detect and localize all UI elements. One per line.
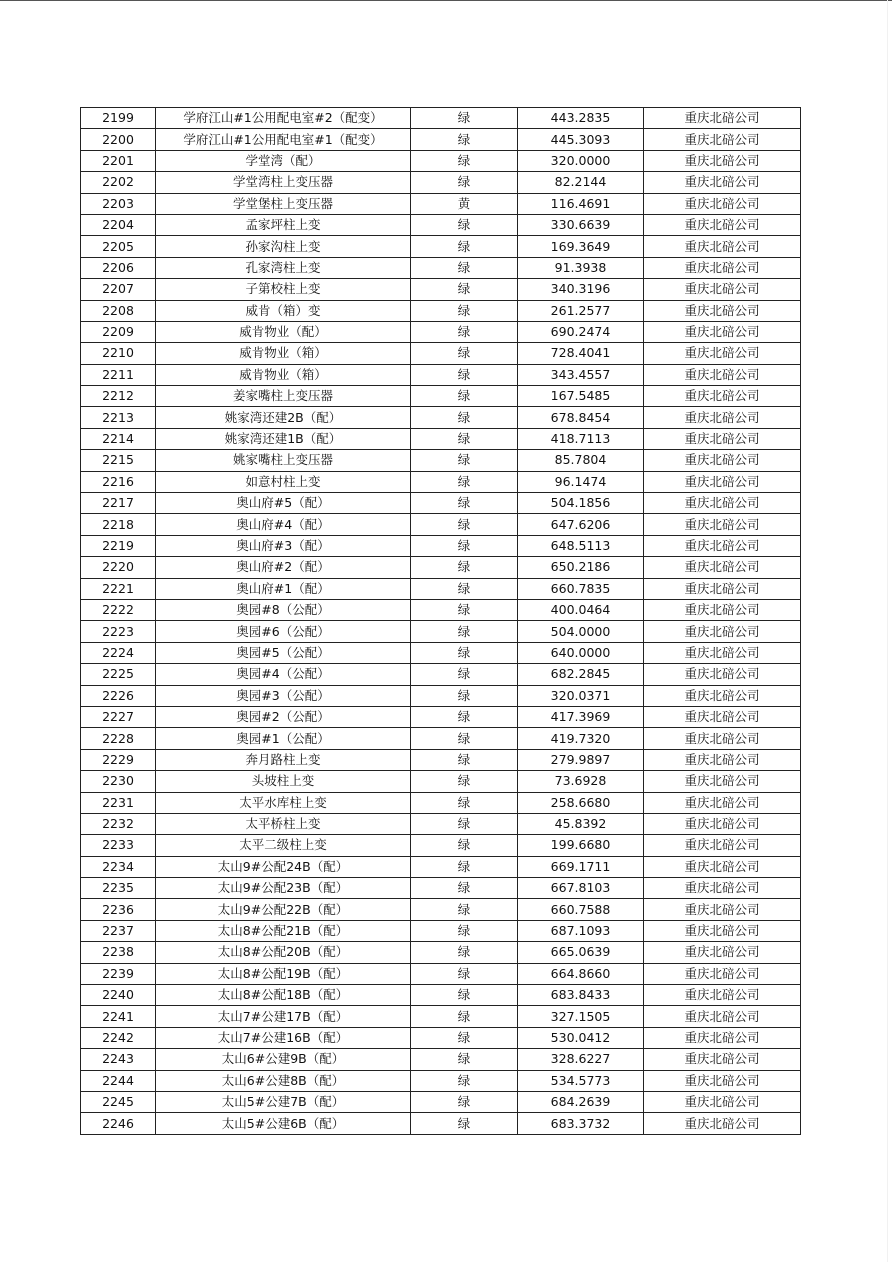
table-row (81, 664, 801, 685)
value-cell: 85.7804 (518, 450, 644, 471)
table-row (81, 514, 801, 535)
status-cell: 绿 (411, 856, 518, 877)
status-cell: 绿 (411, 813, 518, 834)
company-cell: 重庆北碚公司 (644, 236, 801, 257)
company-cell: 重庆北碚公司 (644, 749, 801, 770)
company-cell: 重庆北碚公司 (644, 963, 801, 984)
table-row (81, 621, 801, 642)
page-right-edge (887, 0, 888, 1262)
table-row (81, 493, 801, 514)
value-cell: 82.2144 (518, 172, 644, 193)
table-row (81, 535, 801, 556)
value-cell: 687.1093 (518, 920, 644, 941)
value-cell: 199.6680 (518, 835, 644, 856)
value-cell: 343.4557 (518, 364, 644, 385)
page-top-rule (0, 0, 892, 1)
row-id-cell: 2230 (81, 771, 156, 792)
table-row (81, 1070, 801, 1091)
value-cell: 684.2639 (518, 1091, 644, 1112)
company-cell: 重庆北碚公司 (644, 557, 801, 578)
value-cell: 667.8103 (518, 878, 644, 899)
table-row (81, 963, 801, 984)
value-cell: 258.6680 (518, 792, 644, 813)
status-cell: 绿 (411, 771, 518, 792)
table-row (81, 1006, 801, 1027)
company-cell: 重庆北碚公司 (644, 942, 801, 963)
status-cell: 绿 (411, 279, 518, 300)
table-row (81, 172, 801, 193)
device-name-cell: 奥山府#2（配） (156, 557, 411, 578)
company-cell: 重庆北碚公司 (644, 1006, 801, 1027)
status-cell: 绿 (411, 428, 518, 449)
row-id-cell: 2208 (81, 300, 156, 321)
device-name-cell: 奥园#5（公配） (156, 642, 411, 663)
status-cell: 绿 (411, 407, 518, 428)
status-cell: 绿 (411, 493, 518, 514)
device-name-cell: 奥山府#1（配） (156, 578, 411, 599)
table-row (81, 642, 801, 663)
value-cell: 320.0371 (518, 685, 644, 706)
company-cell: 重庆北碚公司 (644, 835, 801, 856)
row-id-cell: 2229 (81, 749, 156, 770)
device-name-cell: 奥园#1（公配） (156, 728, 411, 749)
table-row (81, 599, 801, 620)
device-name-cell: 子第校柱上变 (156, 279, 411, 300)
table-row (81, 407, 801, 428)
table-row (81, 1113, 801, 1134)
table-row (81, 835, 801, 856)
status-cell: 绿 (411, 172, 518, 193)
device-name-cell: 太山9#公配23B（配） (156, 878, 411, 899)
table-row (81, 129, 801, 150)
row-id-cell: 2235 (81, 878, 156, 899)
status-cell: 绿 (411, 749, 518, 770)
value-cell: 669.1711 (518, 856, 644, 877)
value-cell: 690.2474 (518, 321, 644, 342)
company-cell: 重庆北碚公司 (644, 599, 801, 620)
device-name-cell: 孟家坪柱上变 (156, 214, 411, 235)
status-cell: 绿 (411, 664, 518, 685)
table-row (81, 685, 801, 706)
row-id-cell: 2233 (81, 835, 156, 856)
company-cell: 重庆北碚公司 (644, 257, 801, 278)
table-row (81, 236, 801, 257)
company-cell: 重庆北碚公司 (644, 920, 801, 941)
row-id-cell: 2238 (81, 942, 156, 963)
status-cell: 绿 (411, 257, 518, 278)
device-name-cell: 如意村柱上变 (156, 471, 411, 492)
device-name-cell: 孙家沟柱上变 (156, 236, 411, 257)
device-name-cell: 太山6#公建9B（配） (156, 1049, 411, 1070)
company-cell: 重庆北碚公司 (644, 343, 801, 364)
device-name-cell: 姚家嘴柱上变压器 (156, 450, 411, 471)
device-name-cell: 太平水库柱上变 (156, 792, 411, 813)
status-cell: 绿 (411, 1006, 518, 1027)
device-name-cell: 太山9#公配22B（配） (156, 899, 411, 920)
table-row (81, 321, 801, 342)
row-id-cell: 2220 (81, 557, 156, 578)
value-cell: 530.0412 (518, 1027, 644, 1048)
row-id-cell: 2200 (81, 129, 156, 150)
value-cell: 648.5113 (518, 535, 644, 556)
table-row (81, 706, 801, 727)
company-cell: 重庆北碚公司 (644, 1113, 801, 1134)
transformer-table (80, 107, 801, 1135)
company-cell: 重庆北碚公司 (644, 899, 801, 920)
status-cell: 黄 (411, 193, 518, 214)
value-cell: 96.1474 (518, 471, 644, 492)
table-row (81, 878, 801, 899)
status-cell: 绿 (411, 450, 518, 471)
device-name-cell: 奥园#2（公配） (156, 706, 411, 727)
value-cell: 91.3938 (518, 257, 644, 278)
status-cell: 绿 (411, 963, 518, 984)
company-cell: 重庆北碚公司 (644, 771, 801, 792)
row-id-cell: 2219 (81, 535, 156, 556)
row-id-cell: 2224 (81, 642, 156, 663)
company-cell: 重庆北碚公司 (644, 214, 801, 235)
value-cell: 340.3196 (518, 279, 644, 300)
company-cell: 重庆北碚公司 (644, 129, 801, 150)
value-cell: 664.8660 (518, 963, 644, 984)
device-name-cell: 奥山府#3（配） (156, 535, 411, 556)
company-cell: 重庆北碚公司 (644, 364, 801, 385)
company-cell: 重庆北碚公司 (644, 621, 801, 642)
table-row (81, 813, 801, 834)
row-id-cell: 2226 (81, 685, 156, 706)
device-name-cell: 学堂湾柱上变压器 (156, 172, 411, 193)
value-cell: 445.3093 (518, 129, 644, 150)
company-cell: 重庆北碚公司 (644, 321, 801, 342)
table-row (81, 450, 801, 471)
value-cell: 728.4041 (518, 343, 644, 364)
table-row (81, 792, 801, 813)
table-row (81, 899, 801, 920)
company-cell: 重庆北碚公司 (644, 193, 801, 214)
device-name-cell: 学堂堡柱上变压器 (156, 193, 411, 214)
row-id-cell: 2216 (81, 471, 156, 492)
company-cell: 重庆北碚公司 (644, 300, 801, 321)
table-row (81, 942, 801, 963)
table-row (81, 386, 801, 407)
device-name-cell: 姚家湾还建1B（配） (156, 428, 411, 449)
row-id-cell: 2209 (81, 321, 156, 342)
device-name-cell: 太平桥柱上变 (156, 813, 411, 834)
row-id-cell: 2206 (81, 257, 156, 278)
table-row (81, 364, 801, 385)
value-cell: 665.0639 (518, 942, 644, 963)
row-id-cell: 2227 (81, 706, 156, 727)
status-cell: 绿 (411, 1091, 518, 1112)
device-name-cell: 学府江山#1公用配电室#2（配变） (156, 108, 411, 129)
status-cell: 绿 (411, 1049, 518, 1070)
value-cell: 45.8392 (518, 813, 644, 834)
value-cell: 660.7588 (518, 899, 644, 920)
value-cell: 683.3732 (518, 1113, 644, 1134)
value-cell: 169.3649 (518, 236, 644, 257)
value-cell: 650.2186 (518, 557, 644, 578)
company-cell: 重庆北碚公司 (644, 450, 801, 471)
row-id-cell: 2243 (81, 1049, 156, 1070)
status-cell: 绿 (411, 899, 518, 920)
value-cell: 678.8454 (518, 407, 644, 428)
device-name-cell: 太山6#公建8B（配） (156, 1070, 411, 1091)
row-id-cell: 2210 (81, 343, 156, 364)
table-row (81, 728, 801, 749)
row-id-cell: 2240 (81, 985, 156, 1006)
status-cell: 绿 (411, 343, 518, 364)
company-cell: 重庆北碚公司 (644, 1070, 801, 1091)
table-row (81, 856, 801, 877)
row-id-cell: 2228 (81, 728, 156, 749)
table-row (81, 1049, 801, 1070)
device-name-cell: 姜家嘴柱上变压器 (156, 386, 411, 407)
row-id-cell: 2241 (81, 1006, 156, 1027)
company-cell: 重庆北碚公司 (644, 878, 801, 899)
value-cell: 330.6639 (518, 214, 644, 235)
status-cell: 绿 (411, 728, 518, 749)
status-cell: 绿 (411, 621, 518, 642)
status-cell: 绿 (411, 557, 518, 578)
device-name-cell: 太山8#公配20B（配） (156, 942, 411, 963)
company-cell: 重庆北碚公司 (644, 642, 801, 663)
row-id-cell: 2245 (81, 1091, 156, 1112)
status-cell: 绿 (411, 1027, 518, 1048)
row-id-cell: 2244 (81, 1070, 156, 1091)
company-cell: 重庆北碚公司 (644, 706, 801, 727)
value-cell: 73.6928 (518, 771, 644, 792)
company-cell: 重庆北碚公司 (644, 493, 801, 514)
value-cell: 504.1856 (518, 493, 644, 514)
table-row (81, 343, 801, 364)
device-name-cell: 奥园#4（公配） (156, 664, 411, 685)
device-name-cell: 奔月路柱上变 (156, 749, 411, 770)
status-cell: 绿 (411, 514, 518, 535)
company-cell: 重庆北碚公司 (644, 407, 801, 428)
company-cell: 重庆北碚公司 (644, 985, 801, 1006)
device-name-cell: 孔家湾柱上变 (156, 257, 411, 278)
table-row (81, 471, 801, 492)
value-cell: 279.9897 (518, 749, 644, 770)
table-row (81, 1091, 801, 1112)
row-id-cell: 2213 (81, 407, 156, 428)
row-id-cell: 2225 (81, 664, 156, 685)
device-name-cell: 威肯（箱）变 (156, 300, 411, 321)
company-cell: 重庆北碚公司 (644, 664, 801, 685)
value-cell: 504.0000 (518, 621, 644, 642)
table-row (81, 279, 801, 300)
company-cell: 重庆北碚公司 (644, 150, 801, 171)
device-name-cell: 头坡柱上变 (156, 771, 411, 792)
value-cell: 534.5773 (518, 1070, 644, 1091)
row-id-cell: 2218 (81, 514, 156, 535)
status-cell: 绿 (411, 1113, 518, 1134)
table-row (81, 257, 801, 278)
row-id-cell: 2214 (81, 428, 156, 449)
status-cell: 绿 (411, 835, 518, 856)
company-cell: 重庆北碚公司 (644, 1027, 801, 1048)
device-name-cell: 太山5#公建6B（配） (156, 1113, 411, 1134)
row-id-cell: 2237 (81, 920, 156, 941)
table-row (81, 557, 801, 578)
value-cell: 660.7835 (518, 578, 644, 599)
row-id-cell: 2207 (81, 279, 156, 300)
table-row (81, 1027, 801, 1048)
row-id-cell: 2212 (81, 386, 156, 407)
device-name-cell: 太山5#公建7B（配） (156, 1091, 411, 1112)
status-cell: 绿 (411, 129, 518, 150)
status-cell: 绿 (411, 214, 518, 235)
device-name-cell: 威肯物业（箱） (156, 364, 411, 385)
table-row (81, 193, 801, 214)
status-cell: 绿 (411, 985, 518, 1006)
status-cell: 绿 (411, 364, 518, 385)
company-cell: 重庆北碚公司 (644, 578, 801, 599)
value-cell: 116.4691 (518, 193, 644, 214)
row-id-cell: 2215 (81, 450, 156, 471)
table-row (81, 108, 801, 129)
device-name-cell: 学堂湾（配） (156, 150, 411, 171)
row-id-cell: 2232 (81, 813, 156, 834)
status-cell: 绿 (411, 685, 518, 706)
company-cell: 重庆北碚公司 (644, 685, 801, 706)
status-cell: 绿 (411, 878, 518, 899)
row-id-cell: 2222 (81, 599, 156, 620)
value-cell: 682.2845 (518, 664, 644, 685)
table-row (81, 920, 801, 941)
table-row (81, 428, 801, 449)
status-cell: 绿 (411, 1070, 518, 1091)
status-cell: 绿 (411, 578, 518, 599)
device-name-cell: 太山7#公建17B（配） (156, 1006, 411, 1027)
value-cell: 328.6227 (518, 1049, 644, 1070)
company-cell: 重庆北碚公司 (644, 792, 801, 813)
row-id-cell: 2236 (81, 899, 156, 920)
status-cell: 绿 (411, 108, 518, 129)
row-id-cell: 2246 (81, 1113, 156, 1134)
row-id-cell: 2211 (81, 364, 156, 385)
value-cell: 417.3969 (518, 706, 644, 727)
row-id-cell: 2205 (81, 236, 156, 257)
company-cell: 重庆北碚公司 (644, 856, 801, 877)
device-name-cell: 太山8#公配18B（配） (156, 985, 411, 1006)
row-id-cell: 2223 (81, 621, 156, 642)
status-cell: 绿 (411, 535, 518, 556)
value-cell: 443.2835 (518, 108, 644, 129)
device-name-cell: 奥园#3（公配） (156, 685, 411, 706)
row-id-cell: 2203 (81, 193, 156, 214)
company-cell: 重庆北碚公司 (644, 535, 801, 556)
device-name-cell: 威肯物业（配） (156, 321, 411, 342)
status-cell: 绿 (411, 236, 518, 257)
device-name-cell: 威肯物业（箱） (156, 343, 411, 364)
value-cell: 647.6206 (518, 514, 644, 535)
company-cell: 重庆北碚公司 (644, 172, 801, 193)
value-cell: 327.1505 (518, 1006, 644, 1027)
row-id-cell: 2242 (81, 1027, 156, 1048)
device-name-cell: 奥山府#4（配） (156, 514, 411, 535)
value-cell: 261.2577 (518, 300, 644, 321)
value-cell: 418.7113 (518, 428, 644, 449)
company-cell: 重庆北碚公司 (644, 813, 801, 834)
company-cell: 重庆北碚公司 (644, 514, 801, 535)
status-cell: 绿 (411, 386, 518, 407)
table-body (81, 108, 801, 1135)
row-id-cell: 2202 (81, 172, 156, 193)
device-name-cell: 太山8#公配21B（配） (156, 920, 411, 941)
status-cell: 绿 (411, 706, 518, 727)
status-cell: 绿 (411, 920, 518, 941)
device-name-cell: 太山8#公配19B（配） (156, 963, 411, 984)
company-cell: 重庆北碚公司 (644, 471, 801, 492)
row-id-cell: 2231 (81, 792, 156, 813)
value-cell: 419.7320 (518, 728, 644, 749)
device-name-cell: 奥园#6（公配） (156, 621, 411, 642)
row-id-cell: 2239 (81, 963, 156, 984)
status-cell: 绿 (411, 321, 518, 342)
value-cell: 400.0464 (518, 599, 644, 620)
row-id-cell: 2204 (81, 214, 156, 235)
company-cell: 重庆北碚公司 (644, 386, 801, 407)
value-cell: 683.8433 (518, 985, 644, 1006)
status-cell: 绿 (411, 599, 518, 620)
status-cell: 绿 (411, 300, 518, 321)
device-name-cell: 太山9#公配24B（配） (156, 856, 411, 877)
value-cell: 167.5485 (518, 386, 644, 407)
status-cell: 绿 (411, 942, 518, 963)
device-name-cell: 学府江山#1公用配电室#1（配变） (156, 129, 411, 150)
device-name-cell: 太平二级柱上变 (156, 835, 411, 856)
table-row (81, 300, 801, 321)
row-id-cell: 2217 (81, 493, 156, 514)
row-id-cell: 2199 (81, 108, 156, 129)
table-row (81, 771, 801, 792)
company-cell: 重庆北碚公司 (644, 108, 801, 129)
row-id-cell: 2201 (81, 150, 156, 171)
status-cell: 绿 (411, 150, 518, 171)
company-cell: 重庆北碚公司 (644, 728, 801, 749)
row-id-cell: 2234 (81, 856, 156, 877)
device-name-cell: 姚家湾还建2B（配） (156, 407, 411, 428)
company-cell: 重庆北碚公司 (644, 1049, 801, 1070)
table-row (81, 150, 801, 171)
status-cell: 绿 (411, 471, 518, 492)
device-name-cell: 太山7#公建16B（配） (156, 1027, 411, 1048)
table-row (81, 214, 801, 235)
status-cell: 绿 (411, 642, 518, 663)
row-id-cell: 2221 (81, 578, 156, 599)
table-row (81, 578, 801, 599)
company-cell: 重庆北碚公司 (644, 1091, 801, 1112)
status-cell: 绿 (411, 792, 518, 813)
device-name-cell: 奥山府#5（配） (156, 493, 411, 514)
table-row (81, 985, 801, 1006)
company-cell: 重庆北碚公司 (644, 279, 801, 300)
table-row (81, 749, 801, 770)
value-cell: 320.0000 (518, 150, 644, 171)
device-name-cell: 奥园#8（公配） (156, 599, 411, 620)
company-cell: 重庆北碚公司 (644, 428, 801, 449)
value-cell: 640.0000 (518, 642, 644, 663)
